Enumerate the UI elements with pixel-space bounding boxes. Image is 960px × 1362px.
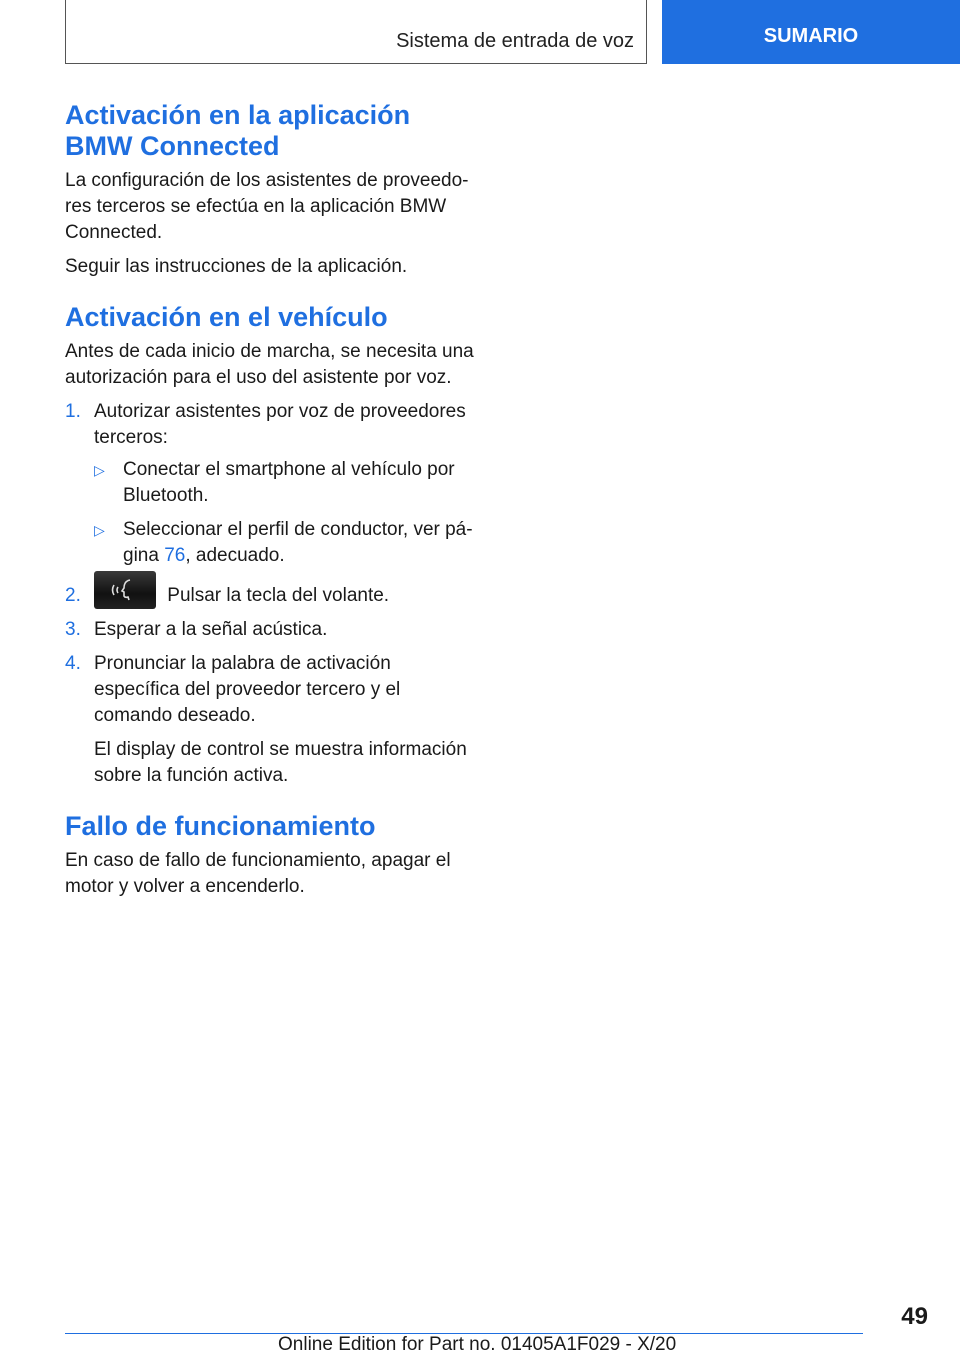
- step-text: Pronunciar la palabra de activación específica del proveedor tercero y el comando deseado.: [94, 653, 401, 727]
- main-content: [65, 100, 480, 908]
- list-item: [94, 457, 480, 509]
- list-item: [65, 583, 480, 609]
- step-text: Esperar a la señal acústica.: [94, 619, 328, 641]
- paragraph: En caso de fallo de funcionamiento, apagar el motor y volver a encenderlo.: [65, 850, 451, 898]
- triangle-bullet-icon: ▷: [94, 462, 105, 478]
- list-item: [65, 399, 480, 569]
- header-box: [65, 0, 647, 64]
- list-item: [65, 651, 480, 729]
- bullet-text: Conectar el smartphone al vehículo por Bluetooth.: [123, 459, 455, 506]
- page-link[interactable]: 76: [164, 545, 186, 566]
- paragraph: Seguir las instrucciones de la aplicación.: [65, 256, 408, 277]
- triangle-bullet-icon: ▷: [94, 522, 105, 538]
- step-text: Autorizar asistentes por voz de proveedores terceros:: [94, 401, 466, 448]
- paragraph: La configuración de los asistentes de proveedo-res terceros se efectúa en la aplicación BMW Connected.: [65, 170, 469, 243]
- page-number: 49: [901, 1303, 928, 1330]
- section-title-vehicle: Activación en el vehículo: [65, 302, 388, 332]
- step-number: 4.: [65, 653, 81, 675]
- list-item: [65, 617, 480, 643]
- section-title-app: Activación en la aplicación BMW Connected: [65, 100, 411, 161]
- footer-edition: Online Edition for Part no. 01405A1F029 - X/20: [278, 1334, 677, 1355]
- step-text: Pulsar la tecla del volante.: [167, 585, 390, 607]
- step-number: 1.: [65, 401, 81, 422]
- step-number: 3.: [65, 619, 81, 641]
- list-item: [94, 517, 480, 569]
- header-section-title: Sistema de entrada de voz: [396, 30, 634, 52]
- steps-list: [65, 399, 480, 729]
- section-title-malfunction: Fallo de funcionamiento: [65, 811, 376, 842]
- bullet-text: Seleccionar el perfil de conductor, ver pá-gina: [123, 519, 473, 566]
- sumario-button[interactable]: SUMARIO: [662, 0, 960, 64]
- bullet-text: , adecuado.: [185, 545, 285, 566]
- bullet-list: [94, 457, 480, 569]
- voice-command-button-icon: [94, 571, 156, 609]
- step-number: 2.: [65, 585, 81, 606]
- paragraph: Antes de cada inicio de marcha, se necesita una autorización para el uso del asistente por voz.: [65, 341, 474, 388]
- step-note: El display de control se muestra información sobre la función activa.: [94, 739, 467, 787]
